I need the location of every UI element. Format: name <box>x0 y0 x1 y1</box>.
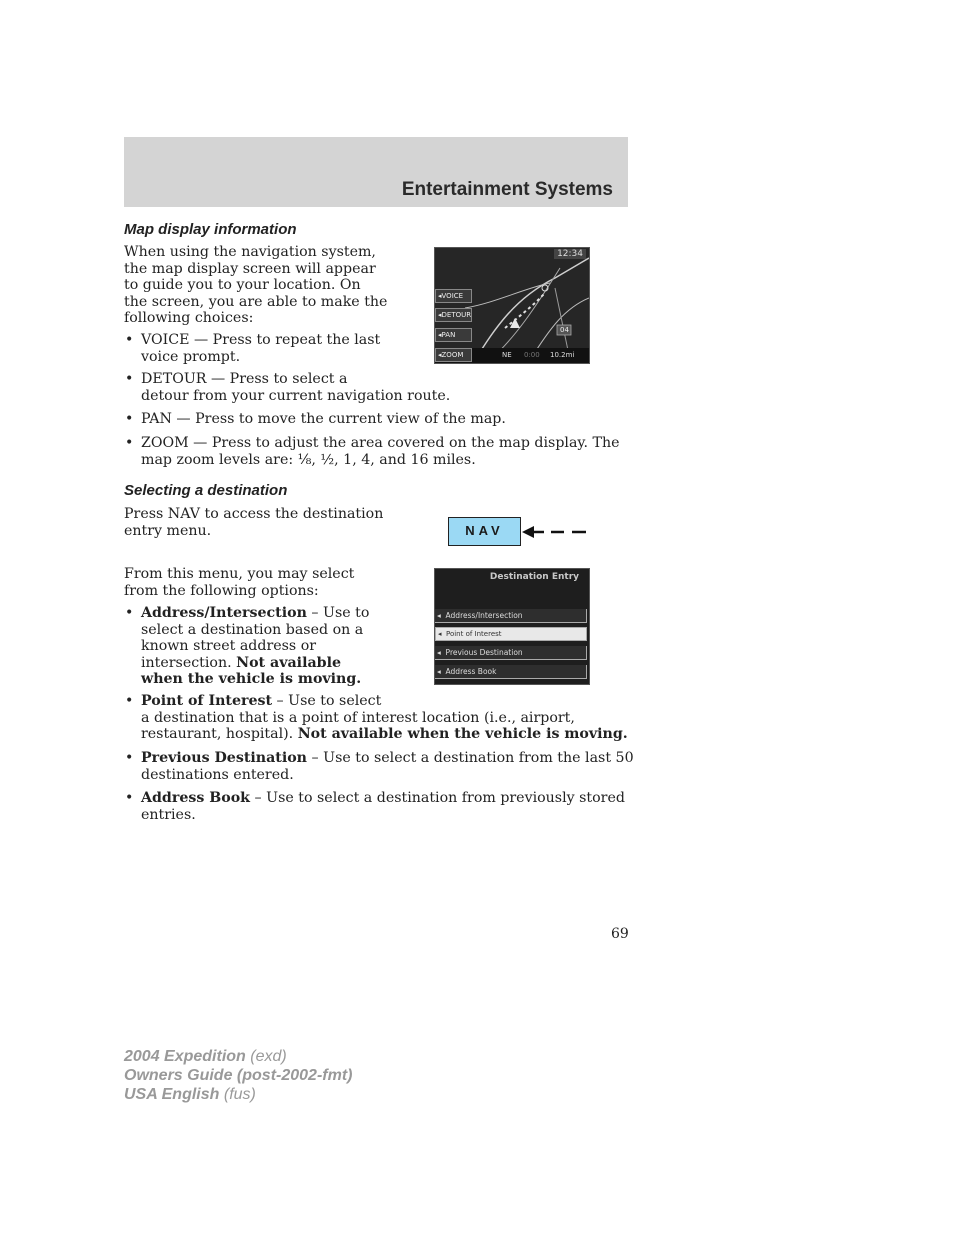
nav-instruction: Press NAV to access the destination entry menu. <box>124 506 384 539</box>
bullet-pan: • PAN — Press to move the current view of the map. <box>124 411 506 428</box>
map-zoom-button[interactable]: ◂ZOOM <box>435 348 472 362</box>
menu-item-address-intersection[interactable]: ◂ Address/Intersection <box>435 609 587 623</box>
destination-section-heading: Selecting a destination <box>124 482 288 499</box>
menu-intro: From this menu, you may select from the following options: <box>124 566 355 599</box>
map-status-heading: NE <box>502 351 512 359</box>
bullet-previous-destination: • Previous Destination – Use to select a destination from the last 50 destinations entered. <box>124 750 634 783</box>
bullet-address-book: • Address Book – Use to select a destination from previously stored entries. <box>124 790 625 823</box>
map-detour-button[interactable]: ◂DETOUR <box>435 308 472 322</box>
map-clock: 12:34 <box>554 249 586 259</box>
map-display-screen <box>434 247 590 364</box>
destination-entry-screen <box>434 568 590 685</box>
arrow-left-icon <box>521 522 589 542</box>
map-route-number: 04 <box>560 326 569 334</box>
map-section-heading: Map display information <box>124 221 297 238</box>
nav-button[interactable]: NAV <box>448 517 521 546</box>
section-title: Entertainment Systems <box>401 179 613 200</box>
bullet-zoom: • ZOOM — Press to adjust the area covered on the map display. The map zoom levels are: ⅛, ½, 1, 4, and 16 miles. <box>124 435 620 468</box>
map-voice-button[interactable]: ◂VOICE <box>435 289 472 303</box>
map-graphic <box>435 248 589 363</box>
menu-item-point-of-interest[interactable]: ◂ Point of Interest <box>435 627 587 641</box>
bullet-address-intersection: • Address/Intersection – Use to select a destination based on a known street address or intersection. Not available when the vehicle is moving. <box>124 605 369 688</box>
menu-item-address-book[interactable]: ◂ Address Book <box>435 665 587 679</box>
map-intro-paragraph: When using the navigation system, the map display screen will appear to guide you to your location. On the screen, you are able to make the following choices: <box>124 244 388 326</box>
section-header <box>124 137 628 207</box>
map-pan-button[interactable]: ◂PAN <box>435 328 472 342</box>
bullet-point-of-interest: • Point of Interest – Use to select a destination that is a point of interest location (i.e., airport, restaurant, hospital). Not available when the vehicle is moving. <box>124 693 628 743</box>
destination-entry-title: Destination Entry <box>489 572 579 582</box>
bullet-detour: • DETOUR — Press to select a detour from your current navigation route. <box>124 371 450 404</box>
map-status-time: 0:00 <box>524 351 540 359</box>
menu-item-previous-destination[interactable]: ◂ Previous Destination <box>435 646 587 660</box>
document-footer: 2004 Expedition (exd) Owners Guide (post-2002-fmt) USA English (fus) <box>124 1048 353 1103</box>
page-number: 69 <box>611 926 629 942</box>
bullet-voice: • VOICE — Press to repeat the last voice prompt. <box>124 332 380 365</box>
map-status-distance: 10.2mi <box>550 351 575 359</box>
